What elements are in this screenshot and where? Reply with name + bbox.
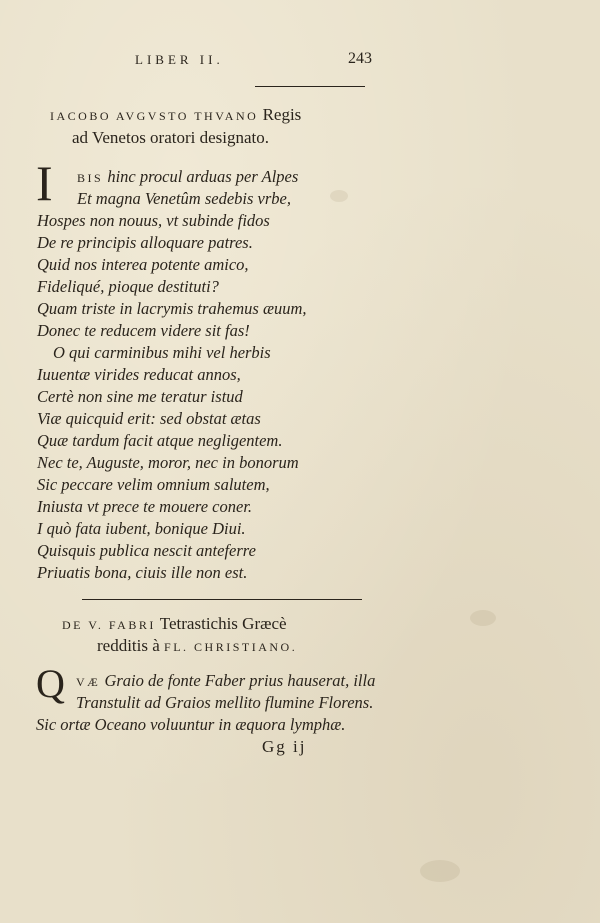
verse-line: Quid nos interea potente amico,	[37, 255, 249, 274]
poem2-heading-line2	[97, 634, 297, 659]
verse-line: Viæ quicquid erit: sed obstat ætas	[37, 409, 261, 428]
verse-line: Quisquis publica nescit anteferre	[37, 541, 256, 560]
poem2-heading-mid: Tetrastichis Græcè	[155, 614, 287, 633]
verse-line: I quò fata iubent, bonique Diui.	[37, 519, 246, 538]
poem1-verse	[37, 166, 307, 584]
poem1-dropcap: I	[36, 155, 53, 211]
verse-line	[76, 670, 375, 692]
paper-stain	[420, 860, 460, 882]
poem1-heading-line2: ad Venetos oratori designato.	[72, 128, 270, 147]
poem2-verse	[36, 670, 376, 736]
page-number: 243	[348, 50, 372, 67]
verse-line: Quæ tardum facit atque negligentem.	[37, 431, 283, 450]
poem1-heading-dedicatee: IACOBO AVGVSTO THVANO	[50, 109, 259, 123]
verse-line	[37, 166, 307, 188]
verse-line: Iuuentæ virides reducat annos,	[37, 365, 241, 384]
verse-line: Fideliqué, pioque destituti?	[37, 277, 219, 296]
verse-line: Et magna Venetûm sedebis vrbe,	[77, 189, 291, 208]
verse-line: Quam triste in lacrymis trahemus æuum,	[37, 299, 307, 318]
poem1-heading-rest: Regis	[258, 105, 302, 124]
section-rule	[82, 599, 362, 600]
first-word: BIS	[77, 171, 104, 185]
poem2-heading-translator: FL. CHRISTIANO.	[164, 640, 298, 654]
verse-line: Transtulit ad Graios mellito flumine Florens.	[76, 693, 374, 712]
header-rule	[255, 86, 365, 87]
paper-stain	[470, 610, 496, 626]
poem2-dropcap: Q	[36, 661, 65, 706]
verse-line: Donec te reducem videre sit fas!	[37, 321, 250, 340]
first-line-rest: hinc procul arduas per Alpes	[103, 167, 299, 186]
verse-line: Sic ortæ Oceano voluuntur in æquora lymphæ.	[36, 715, 346, 734]
verse-line: Sic peccare velim omnium salutem,	[37, 475, 270, 494]
poem2-heading-pre: redditis à	[97, 636, 165, 655]
running-head: LIBER II.	[135, 52, 224, 67]
poem2-heading-author: DE V. FABRI	[62, 618, 156, 632]
verse-line: Iniusta vt prece te mouere coner.	[37, 497, 253, 516]
poem1-heading	[50, 103, 301, 128]
verse-line: Nec te, Auguste, moror, nec in bonorum	[37, 453, 299, 472]
verse-line: Hospes non nouus, vt subinde fidos	[37, 211, 270, 230]
first-word: VÆ	[76, 675, 101, 689]
signature-mark: Gg ij	[262, 737, 307, 756]
verse-line: O qui carminibus mihi vel herbis	[53, 343, 271, 362]
verse-line: Certè non sine me teratur istud	[37, 387, 243, 406]
paper-stain	[330, 190, 348, 202]
verse-line: De re principis alloquare patres.	[37, 233, 253, 252]
first-line-rest: Graio de fonte Faber prius hauserat, illa	[100, 671, 376, 690]
verse-line: Priuatis bona, ciuis ille non est.	[37, 563, 248, 582]
